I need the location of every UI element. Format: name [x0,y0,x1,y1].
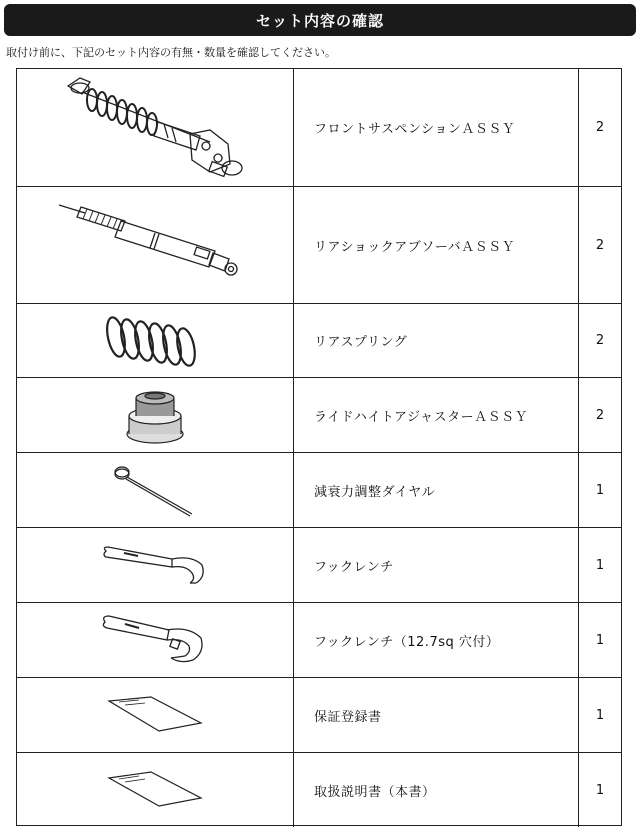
item-image-cell [17,528,294,602]
table-row [17,678,621,753]
hook-wrench-icon [100,543,210,587]
table-row [17,304,621,378]
contents-table [16,68,622,826]
item-name: リアスプリング [294,304,579,377]
table-row [17,69,621,187]
table-row [17,453,621,528]
item-name: 減衰力調整ダイヤル [294,453,579,527]
item-image-cell [17,187,294,303]
table-row [17,753,621,827]
item-quantity: 2 [595,333,605,348]
rear-spring-icon [100,311,210,371]
item-quantity: 1 [595,782,605,798]
item-name: リアショックアブソーバＡＳＳＹ [294,187,579,303]
item-quantity: 2 [595,407,605,423]
table-row [17,187,621,304]
table-row [17,603,621,678]
item-name: 保証登録書 [294,678,579,752]
item-image-cell [17,678,294,752]
item-name: 取扱説明書（本書） [294,753,579,827]
item-image-cell [17,378,294,452]
item-image-cell [17,304,294,377]
item-image-cell [17,69,294,186]
item-image-cell [17,753,294,827]
ride-height-adjuster-icon [120,382,190,448]
item-name: フロントサスペンションＡＳＳＹ [294,69,579,186]
rear-shock-absorber-icon [55,195,255,295]
item-image-cell [17,603,294,677]
hook-wrench-square-hole-icon [99,612,211,668]
table-row [17,378,621,453]
damping-dial-icon [110,460,200,520]
table-row [17,528,621,603]
item-name: ライドハイトアジャスターＡＳＳＹ [294,378,579,452]
item-quantity: 1 [595,557,605,573]
item-quantity: 2 [595,237,605,253]
front-suspension-icon [60,72,250,184]
item-quantity: 1 [595,482,605,498]
intro-text: 取付け前に、下記のセット内容の有無・数量を確認してください。 [6,46,336,59]
instruction-manual-icon [105,770,205,810]
item-image-cell [17,453,294,527]
page-title-bar [4,4,636,36]
item-quantity: 2 [595,120,605,135]
item-name: フックレンチ [294,528,579,602]
page-title: セット内容の確認 [255,11,384,30]
item-name: フックレンチ（12.7sq 穴付） [294,603,579,677]
item-quantity: 1 [595,632,605,648]
item-quantity: 1 [595,707,605,723]
warranty-document-icon [105,695,205,735]
